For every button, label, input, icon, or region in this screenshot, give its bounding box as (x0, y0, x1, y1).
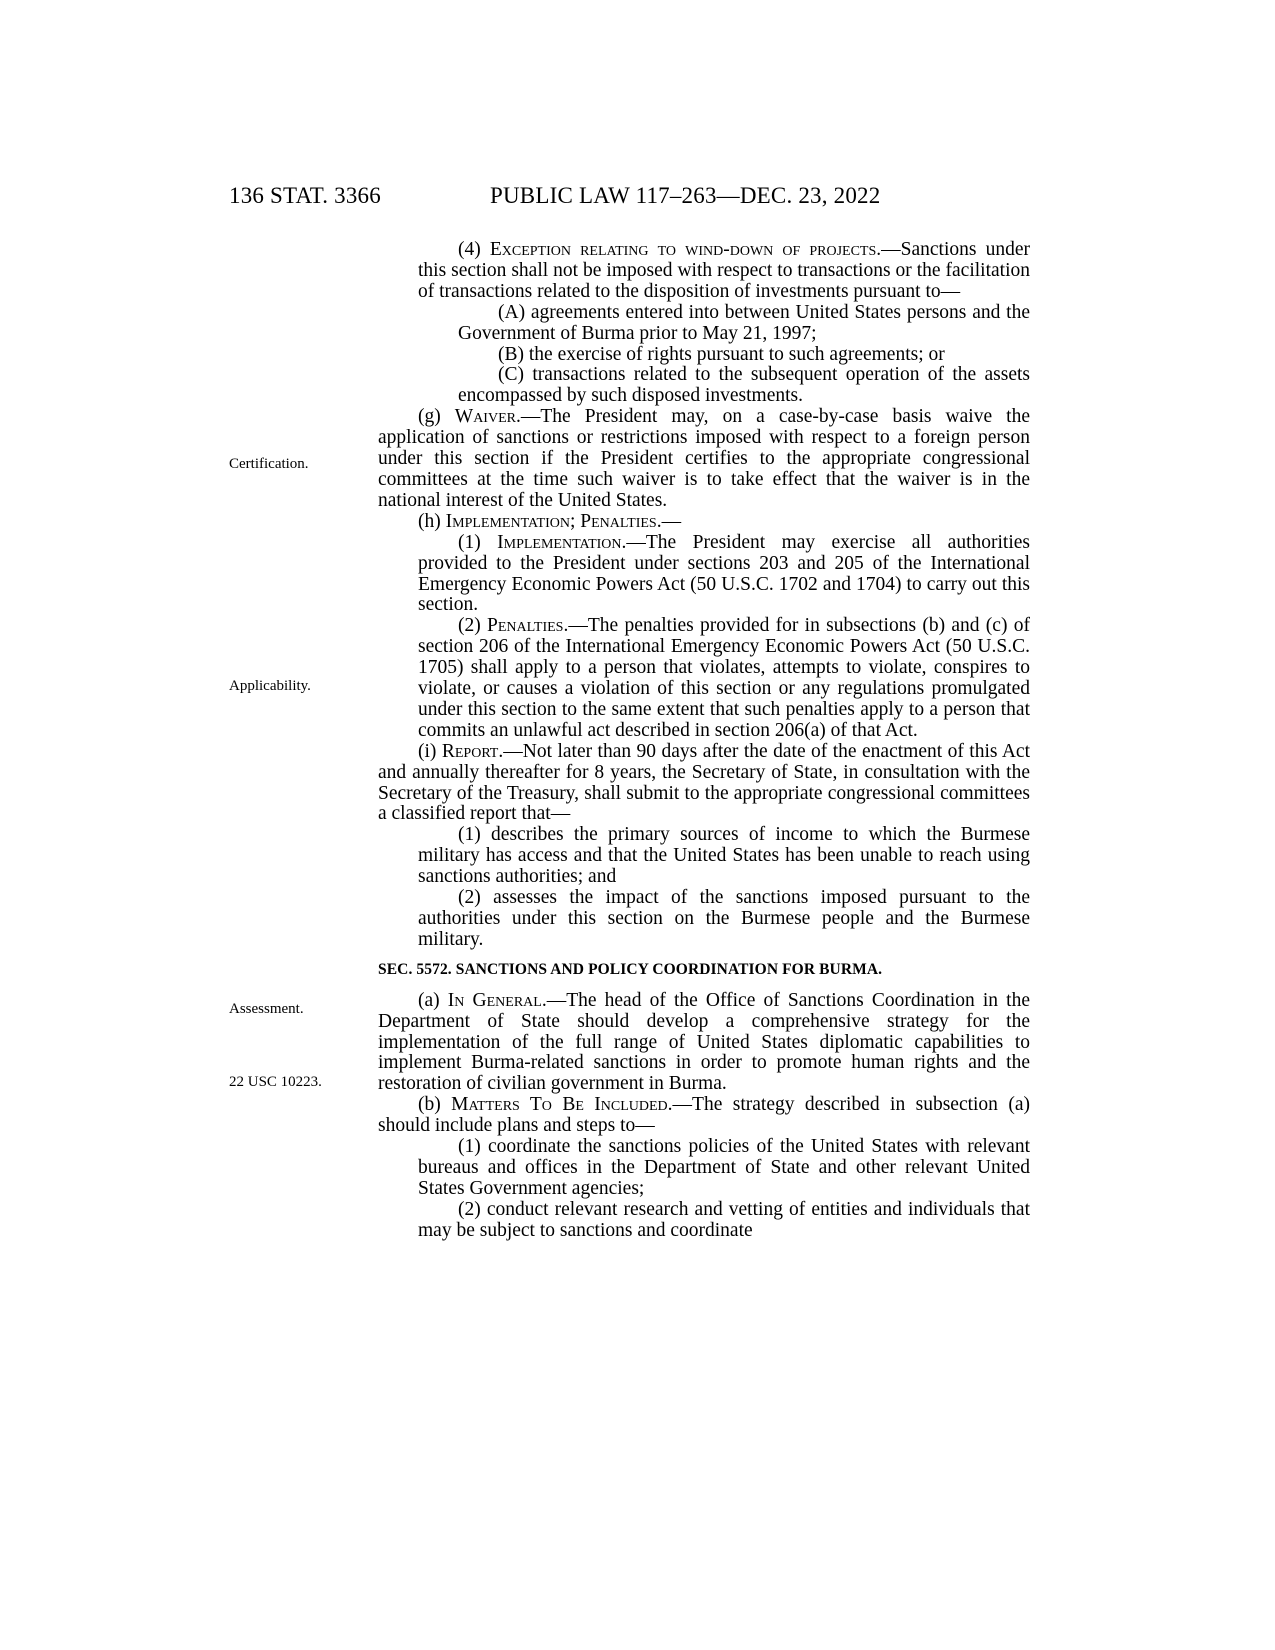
margin-note-assessment: Assessment. (229, 1001, 304, 1017)
paragraph-h2: (2) Penalties.—The penalties provided for in subsections (b) and (c) of section 206 of the International Emergency Economic Powers Act (50 U.S.C. 1705) shall apply to a person that violates, attempts to violate, conspires to violate, or causes a violation of this section or any regulations promulgated under this section to the same extent that such penalties apply to a person that commits an unlawful act described in section 206(a) of that Act. (418, 615, 1030, 741)
subsection-h-heading: (h) Implementation; Penalties.— (418, 510, 682, 532)
subsection-b-matters: (b) Matters To Be Included.—The strategy described in subsection (a) should include plans and steps to— (378, 1094, 1030, 1137)
paragraph-b1: (1) coordinate the sanctions policies of the United States with relevant bureaus and offices in the Department of State and other relevant United States Government agencies; (418, 1136, 1030, 1199)
subsection-i-report: (i) Report.—Not later than 90 days after the date of the enactment of this Act and annually thereafter for 8 years, the Secretary of State, in consultation with the Secretary of the Treasury, shall submit to the appropriate congressional committees a classified report that— (378, 740, 1030, 825)
paragraph-f4-c: (C) transactions related to the subsequent operation of the assets encompassed by such disposed investments. (458, 364, 1030, 407)
subsection-a-general: (a) In General.—The head of the Office of Sanctions Coordination in the Department of State should develop a comprehensive strategy for the implementation of the full range of United States diplomatic capabilities to implement Burma-related sanctions in order to promote human rights and the restoration of civilian government in Burma. (378, 989, 1031, 1095)
margin-note-applicability: Applicability. (229, 678, 311, 694)
paragraph-f4-a: (A) agreements entered into between United States persons and the Government of Burma prior to May 21, 1997; (458, 301, 1030, 344)
statute-body (378, 240, 1030, 1242)
running-title: PUBLIC LAW 117–263—DEC. 23, 2022 (490, 183, 881, 208)
page-reference: 136 STAT. 3366 (229, 183, 381, 208)
paragraph-h1: (1) Implementation.—The President may exercise all authorities provided to the President under sections 203 and 205 of the International Emergency Economic Powers Act (50 U.S.C. 1702 and 1704) to carry out this section. (418, 531, 1030, 616)
paragraph-f4: (4) Exception relating to wind-down of projects.—Sanctions under this section shall not be imposed with respect to transactions or the facilitation of transactions related to the disposition of investments pursuant to— (418, 239, 1030, 302)
subsection-g-waiver: (g) Waiver.—The President may, on a case-by-case basis waive the application of sanctions or restrictions imposed with respect to a foreign person under this section if the President certifies to the appropriate congressional committees at the time such waiver is to take effect that the waiver is in the national interest of the United States. (378, 406, 1030, 511)
paragraph-i1: (1) describes the primary sources of income to which the Burmese military has access and that the United States has been unable to reach using sanctions authorities; and (418, 824, 1030, 888)
paragraph-b2: (2) conduct relevant research and vetting of entities and individuals that may be subject to sanctions and coordinate (418, 1198, 1030, 1241)
margin-note-certification: Certification. (229, 456, 309, 472)
paragraph-i2: (2) assesses the impact of the sanctions imposed pursuant to the authorities under this section on the Burmese people and the Burmese military. (418, 887, 1030, 950)
section-heading: SEC. 5572. SANCTIONS AND POLICY COORDINATION FOR BURMA. (378, 960, 883, 978)
margin-note-usc: 22 USC 10223. (229, 1074, 322, 1090)
paragraph-f4-b: (B) the exercise of rights pursuant to such agreements; or (498, 343, 945, 365)
